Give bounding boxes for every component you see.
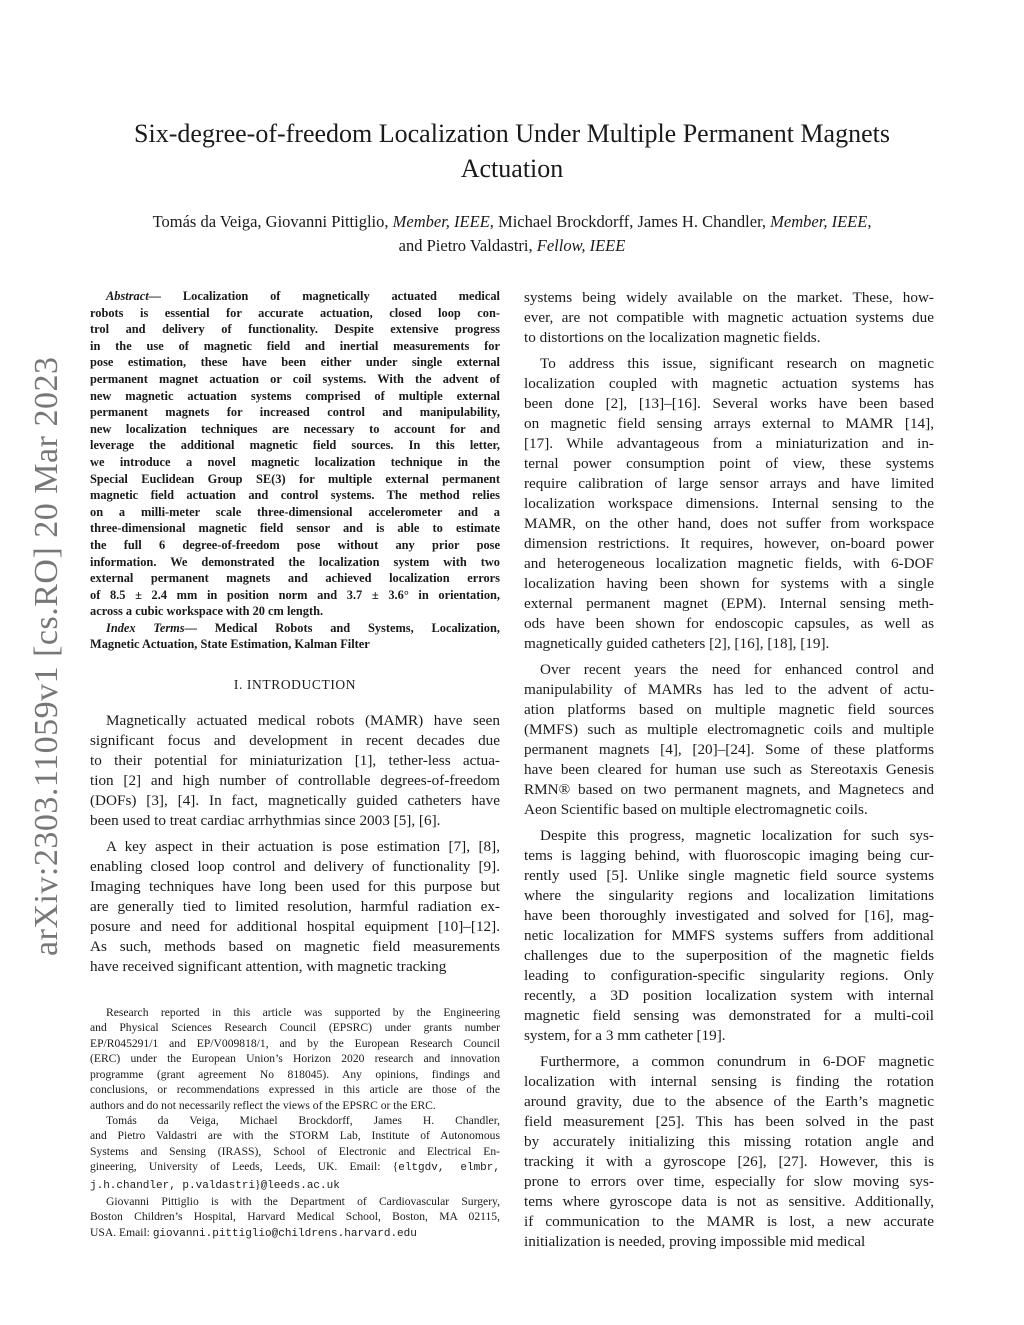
paragraph-line: localization coupled with magnetic actuation systems has bbox=[524, 375, 934, 392]
left-column bbox=[90, 288, 500, 1242]
paragraph-line: (MMFS) such as multiple electromagnetic coils and multiple bbox=[524, 721, 934, 738]
paragraph-line: Aeon Scientific based on multiple electromagnetic coils. bbox=[524, 801, 868, 818]
paragraph-line: localization having been shown for systems with a single bbox=[524, 575, 934, 592]
paragraph-line: recently, a 3D position localization system with internal bbox=[524, 987, 934, 1004]
footnote-line: and Physical Sciences Research Council (EPSRC) under grants number bbox=[90, 1021, 500, 1035]
paragraph-line: by accurately initializing this missing rotation angle and bbox=[524, 1133, 934, 1150]
index-terms bbox=[90, 620, 500, 653]
author-list bbox=[90, 210, 934, 258]
footnote-line: USA. Email: giovanni.pittiglio@childrens.harvard.edu bbox=[90, 1225, 417, 1240]
paragraph-line: magnetically guided catheters [2], [16], [18], [19]. bbox=[524, 635, 830, 652]
paragraph-line: tracking it with a gyroscope [26], [27]. However, this is bbox=[524, 1153, 934, 1170]
paragraph-line: tion [2] and high number of controllable degrees-of-freedom bbox=[90, 772, 500, 790]
paragraph-line: To address this issue, significant research on magnetic bbox=[540, 355, 934, 372]
paragraph bbox=[524, 826, 934, 1046]
footnote bbox=[90, 1194, 500, 1242]
index-terms-line: Index Terms— Medical Robots and Systems, Localization, bbox=[106, 620, 500, 635]
paragraph-line: on magnetic field sensing arrays external to MAMR [14], bbox=[524, 415, 934, 432]
paragraph bbox=[524, 354, 934, 654]
paragraph-line: ternal power consumption point of view, these systems bbox=[524, 455, 934, 472]
paragraph-line: system, for a 3 mm catheter [19]. bbox=[524, 1027, 726, 1044]
abstract-line: permanent magnets for increased control and manipulability, bbox=[90, 405, 500, 420]
paragraph-line: been used to treat cardiac arrhythmias since 2003 [5], [6]. bbox=[90, 812, 441, 830]
paragraph bbox=[524, 1052, 934, 1252]
paragraph-line: ods have been shown for endoscopic capsules, as well as bbox=[524, 615, 934, 632]
paragraph-line: Furthermore, a common conundrum in 6-DOF magnetic bbox=[540, 1053, 934, 1070]
paragraph-line: tems is lagging behind, with fluoroscopic imaging being cur- bbox=[524, 847, 934, 864]
footnote-line: Systems and Sensing (IRASS), School of Electronic and Electrical En- bbox=[90, 1144, 500, 1158]
abstract-line: across a cubic workspace with 20 cm length. bbox=[90, 604, 324, 619]
paragraph-line: to their potential for miniaturization [1], tether-less actua- bbox=[90, 752, 500, 770]
abstract-line: on a milli-meter scale three-dimensional accelerometer and a bbox=[90, 504, 500, 519]
abstract-line: of 8.5 ± 2.4 mm in position norm and 3.7 ± 3.6° in orientation, bbox=[90, 587, 500, 602]
paragraph-line: require calibration of large sensor arrays and have limited bbox=[524, 475, 934, 492]
abstract-line: in the use of magnetic field and inertial measurements for bbox=[90, 338, 500, 353]
intro-right-text bbox=[524, 288, 934, 1252]
paragraph-line: magnetic field sensing was demonstrated for a multi-coil bbox=[524, 1007, 934, 1024]
abstract-line: pose estimation, these have been either under single external bbox=[90, 355, 500, 370]
paragraph-line: are generally tied to limited resolution, harmful radiation ex- bbox=[90, 898, 500, 916]
paragraph-line: leading to configuration-specific singularity regions. Only bbox=[524, 967, 934, 984]
paragraph-line: around gravity, due to the absence of the Earth’s magnetic bbox=[524, 1093, 934, 1110]
paper-title bbox=[90, 116, 934, 186]
paragraph-line: permanent magnets [4], [20]–[24]. Some of these platforms bbox=[524, 741, 934, 758]
abstract-line: leverage the additional magnetic field sources. In this letter, bbox=[90, 438, 500, 453]
paragraph-line: been done [2], [13]–[16]. Several works have been based bbox=[524, 395, 934, 412]
paragraph-line: Imaging techniques have long been used for this purpose but bbox=[90, 878, 500, 896]
abstract-line: trol and delivery of functionality. Despite extensive progress bbox=[90, 322, 500, 337]
paragraph-line: posure and need for additional hospital equipment [10]–[12]. bbox=[90, 918, 500, 936]
footnote-line: j.h.chandler, p.valdastri}@leeds.ac.uk bbox=[90, 1177, 340, 1192]
author-line: and Pietro Valdastri, Fellow, IEEE bbox=[398, 236, 626, 255]
footnote-line: (ERC) under the European Union’s Horizon 2020 research and innovation bbox=[90, 1052, 500, 1066]
paragraph-line: netic localization for MMFS systems suffers from additional bbox=[524, 927, 934, 944]
paragraph-line: Despite this progress, magnetic localization for such sys- bbox=[540, 827, 934, 844]
paragraph-line: field measurement [25]. This has been solved in the past bbox=[524, 1113, 934, 1130]
paragraph-line: tems where gyroscope data is not as sensitive. Additionally, bbox=[524, 1193, 934, 1210]
footnote-line: programme (grant agreement No 818045). Any opinions, findings and bbox=[90, 1067, 500, 1081]
paragraph-line: and heterogeneous localization magnetic fields, with 6-DOF bbox=[524, 555, 934, 572]
paragraph-line: MAMR, on the other hand, does not suffer from workspace bbox=[524, 515, 934, 532]
abstract-line: robots is essential for accurate actuation, closed loop con- bbox=[90, 305, 500, 320]
abstract-line: Special Euclidean Group SE(3) for multiple external permanent bbox=[90, 471, 500, 486]
paragraph bbox=[90, 711, 500, 831]
abstract-line: three-dimensional magnetic field sensor and is able to estimate bbox=[90, 521, 500, 536]
abstract-line: Abstract— Localization of magnetically actuated medical bbox=[106, 289, 500, 303]
paragraph-line: systems being widely available on the market. These, how- bbox=[524, 289, 934, 306]
paragraph-line: have been thoroughly investigated and solved for [16], mag- bbox=[524, 907, 934, 924]
paragraph-line: if communication to the MAMR is lost, a new accurate bbox=[524, 1213, 934, 1230]
paragraph-line: RMN® based on two permanent magnets, and Magnetecs and bbox=[524, 781, 934, 798]
paragraph-line: localization workspace dimensions. Internal sensing to the bbox=[524, 495, 934, 512]
paragraph-line: [17]. While advantageous from a miniaturization and in- bbox=[524, 435, 934, 452]
paragraph bbox=[90, 837, 500, 977]
paragraph-line: challenges due to the superposition of the magnetic fields bbox=[524, 947, 934, 964]
footnote-line: Research reported in this article was supported by the Engineering bbox=[106, 1006, 500, 1020]
abstract-line: we introduce a novel magnetic localization technique in the bbox=[90, 454, 500, 469]
paragraph-line: ever, are not compatible with magnetic actuation systems due bbox=[524, 309, 934, 326]
right-column bbox=[524, 288, 934, 1252]
section-heading-introduction: I. INTRODUCTION bbox=[233, 677, 357, 693]
paragraph-line: significant focus and development in recent decades due bbox=[90, 732, 500, 750]
footnote-line: Giovanni Pittiglio is with the Department of Cardiovascular Surgery, bbox=[106, 1194, 500, 1208]
footnote-line: Tomás da Veiga, Michael Brockdorff, James H. Chandler, bbox=[106, 1113, 500, 1127]
paragraph-line: Over recent years the need for enhanced control and bbox=[540, 661, 934, 678]
footnote-line: and Pietro Valdastri are with the STORM Lab, Institute of Autonomous bbox=[90, 1129, 500, 1143]
title-line: Actuation bbox=[460, 154, 564, 183]
abstract-line: new magnetic actuation systems comprised of multiple external bbox=[90, 388, 500, 403]
footnote-line: Boston Children’s Hospital, Harvard Medical School, Boston, MA 02115, bbox=[90, 1210, 500, 1224]
abstract bbox=[90, 288, 500, 620]
paragraph-line: where the singularity regions and localization limitations bbox=[524, 887, 934, 904]
footnote-line: conclusions, or recommendations expressed in this article are those of the bbox=[90, 1083, 500, 1097]
paragraph-line: have been cleared for human use such as Stereotaxis Genesis bbox=[524, 761, 934, 778]
paragraph-line: dimension restrictions. It requires, however, on-board power bbox=[524, 535, 934, 552]
paragraph-line: prone to errors over time, especially for slow moving sys- bbox=[524, 1173, 934, 1190]
abstract-line: the full 6 degree-of-freedom pose without any prior pose bbox=[90, 537, 500, 552]
footnote bbox=[90, 1113, 500, 1194]
abstract-line: permanent magnet actuation or coil systems. With the advent of bbox=[90, 371, 500, 386]
abstract-line: new localization techniques are necessary to account for and bbox=[90, 421, 500, 436]
paragraph bbox=[524, 660, 934, 820]
footnote-line: authors and do not necessarily reflect the views of the EPSRC or the ERC. bbox=[90, 1098, 436, 1112]
footnote-line: EP/R045291/1 and EP/V009818/1, and by the European Research Council bbox=[90, 1036, 500, 1050]
paragraph-line: enabling closed loop control and delivery of functionality [9]. bbox=[90, 858, 500, 876]
footnote bbox=[90, 1005, 500, 1113]
footnotes bbox=[90, 1005, 500, 1242]
paragraph-line: manipulability of MAMRs has led to the advent of actu- bbox=[524, 681, 934, 698]
footnote-line: gineering, University of Leeds, Leeds, UK. Email: {eltgdv, elmbr, bbox=[90, 1160, 500, 1175]
index-terms-line: Magnetic Actuation, State Estimation, Kalman Filter bbox=[90, 637, 370, 652]
paragraph-line: to distortions on the localization magnetic fields. bbox=[524, 329, 821, 346]
paragraph-line: ation platforms based on multiple magnetic field sources bbox=[524, 701, 934, 718]
abstract-line: external permanent magnets and achieved localization errors bbox=[90, 571, 500, 586]
arxiv-identifier: arXiv:2303.11059v1 [cs.RO] 20 Mar 2023 bbox=[28, 356, 65, 956]
paragraph-line: Magnetically actuated medical robots (MAMR) have seen bbox=[106, 712, 500, 730]
paragraph-line: have received significant attention, with magnetic tracking bbox=[90, 958, 447, 976]
paragraph-line: localization with internal sensing is finding the rotation bbox=[524, 1073, 934, 1090]
author-line: Tomás da Veiga, Giovanni Pittiglio, Member, IEEE, Michael Brockdorff, James H. Chandler, Member, IEEE, bbox=[152, 212, 872, 231]
paragraph-line: A key aspect in their actuation is pose estimation [7], [8], bbox=[106, 838, 500, 856]
abstract-line: information. We demonstrated the localization system with two bbox=[90, 554, 500, 569]
title-line: Six-degree-of-freedom Localization Under Multiple Permanent Magnets bbox=[134, 119, 890, 148]
paragraph-line: rently used [5]. Unlike single magnetic field source systems bbox=[524, 867, 934, 884]
abstract-line: magnetic field actuation and control systems. The method relies bbox=[90, 488, 500, 503]
paragraph-line: initialization is needed, proving impossible mid medical bbox=[524, 1233, 866, 1250]
intro-left-text bbox=[90, 711, 500, 977]
paragraph-line: external permanent magnet (EPM). Internal sensing meth- bbox=[524, 595, 934, 612]
paragraph-line: (DOFs) [3], [4]. In fact, magnetically guided catheters have bbox=[90, 792, 500, 810]
paragraph-line: As such, methods based on magnetic field measurements bbox=[90, 938, 500, 956]
paragraph bbox=[524, 288, 934, 348]
